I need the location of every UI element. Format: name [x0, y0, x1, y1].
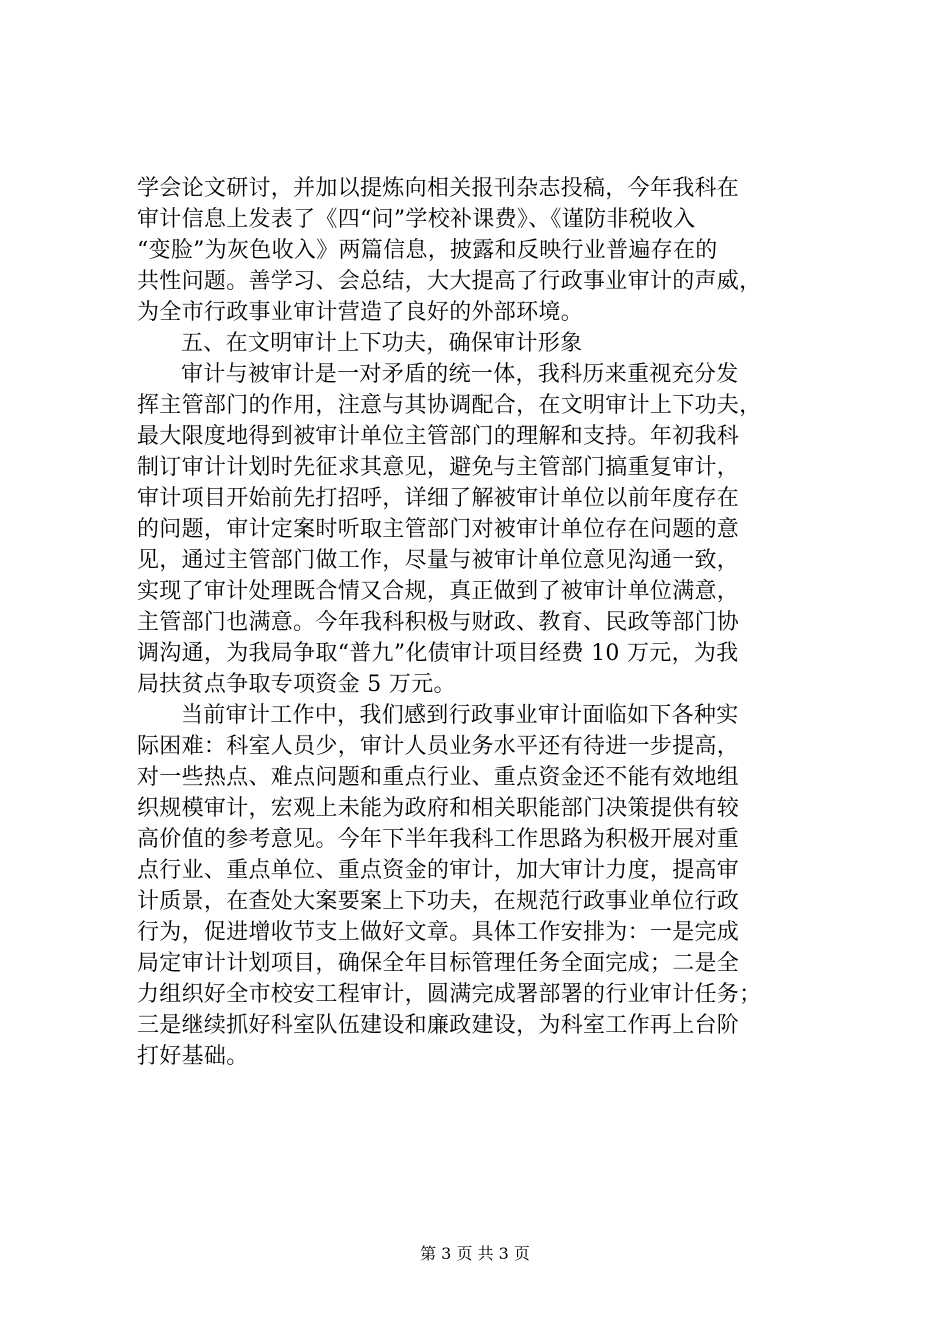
text-line: 行为，促进增收节支上做好文章。具体工作安排为：一是完成	[137, 920, 740, 945]
text-line: 局定审计计划项目，确保全年目标管理任务全面完成；二是全	[137, 951, 740, 976]
text-line: 主管部门也满意。今年我科积极与财政、教育、民政等部门协	[137, 610, 740, 635]
text-line: 学会论文研讨，并加以提炼向相关报刊杂志投稿，今年我科在	[137, 176, 740, 201]
text-line: 对一些热点、难点问题和重点行业、重点资金还不能有效地组	[137, 765, 740, 790]
text-line: 局扶贫点争取专项资金 5 万元。	[137, 672, 456, 697]
text-line: 点行业、重点单位、重点资金的审计，加大审计力度，提高审	[137, 858, 740, 883]
text-line: 高价值的参考意见。今年下半年我科工作思路为积极开展对重	[137, 827, 740, 852]
text-line: 打好基础。	[137, 1044, 249, 1069]
text-line: 共性问题。善学习、会总结，大大提高了行政事业审计的声威，	[137, 269, 762, 294]
text-line: 制订审计计划时先征求其意见，避免与主管部门搞重复审计，	[137, 455, 740, 480]
text-line: 三是继续抓好科室队伍建设和廉政建设，为科室工作再上台阶	[137, 1013, 740, 1038]
text-line: 际困难：科室人员少，审计人员业务水平还有待进一步提高，	[137, 734, 740, 759]
text-line: 见，通过主管部门做工作，尽量与被审计单位意见沟通一致，	[137, 548, 740, 573]
text-line: 织规模审计，宏观上未能为政府和相关职能部门决策提供有较	[137, 796, 740, 821]
text-line: 计质景，在查处大案要案上下功夫，在规范行政事业单位行政	[137, 889, 740, 914]
document-body	[137, 173, 827, 1072]
text-line: “变脸”为灰色收入》两篇信息，披露和反映行业普遍存在的	[137, 238, 718, 263]
text-line: 审计与被审计是一对矛盾的统一体，我科历来重视充分发	[181, 362, 739, 387]
section-heading: 五、在文明审计上下功夫，确保审计形象	[181, 331, 583, 356]
text-line: 的问题，审计定案时听取主管部门对被审计单位存在问题的意	[137, 517, 740, 542]
text-line: 当前审计工作中，我们感到行政事业审计面临如下各种实	[181, 703, 739, 728]
text-line: 挥主管部门的作用，注意与其协调配合，在文明审计上下功夫，	[137, 393, 762, 418]
text-line: 为全市行政事业审计营造了良好的外部环境。	[137, 300, 584, 325]
text-line: 力组织好全市校安工程审计，圆满完成署部署的行业审计任务；	[137, 982, 762, 1007]
text-line: 审计信息上发表了《四“问”学校补课费》、《谨防非税收入	[137, 207, 696, 232]
text-line: 调沟通，为我局争取“普九”化债审计项目经费 10 万元，为我	[137, 641, 739, 666]
text-line: 实现了审计处理既合情又合规，真正做到了被审计单位满意，	[137, 579, 740, 604]
text-line: 审计项目开始前先打招呼，详细了解被审计单位以前年度存在	[137, 486, 740, 511]
text-line: 最大限度地得到被审计单位主管部门的理解和支持。年初我科	[137, 424, 740, 449]
page-footer: 第 3 页 共 3 页	[420, 1244, 530, 1263]
